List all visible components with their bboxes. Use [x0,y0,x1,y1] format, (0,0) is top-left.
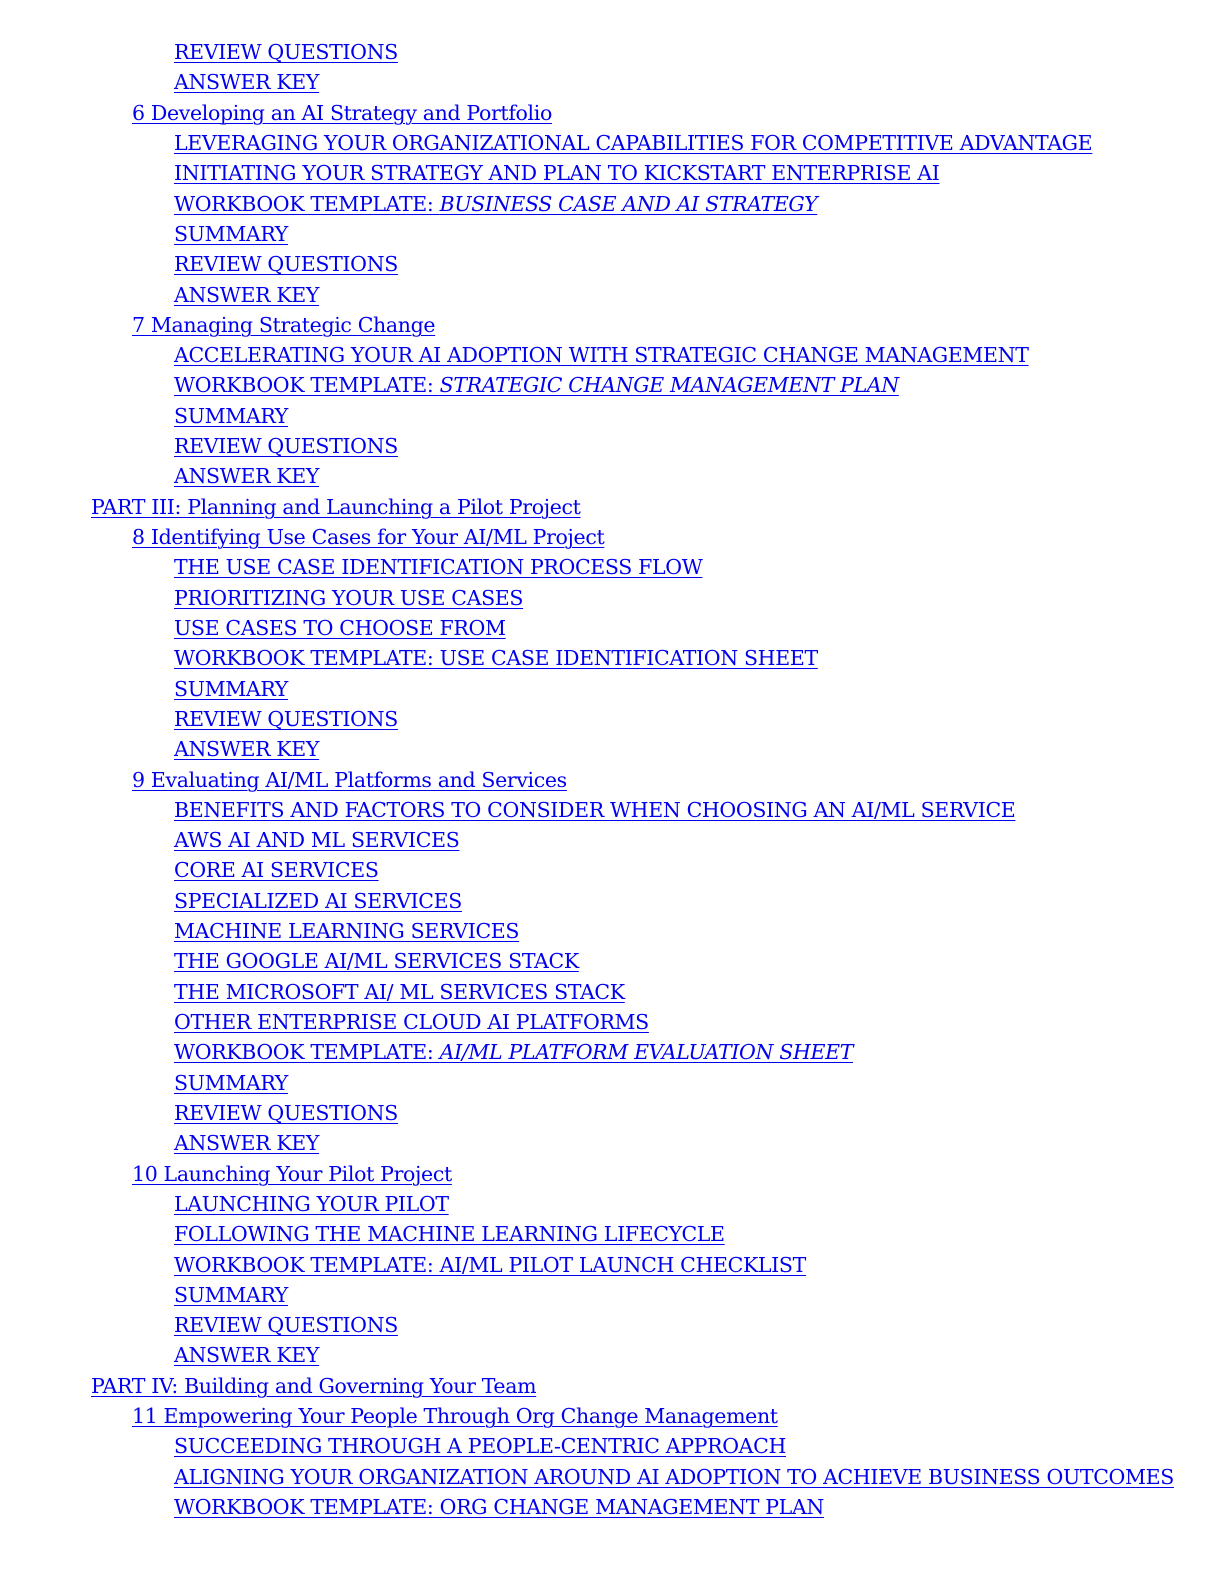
toc-section-use-cases-to-choose-link[interactable] [174,616,506,640]
toc-link-text: AWS AI AND ML SERVICES [174,828,460,853]
toc-section-entry [0,67,1224,97]
toc-section-other-platforms-link[interactable] [174,1010,649,1034]
toc-link-text: SUMMARY [174,676,288,701]
toc-section-workbook-platform-eval-link[interactable] [174,1040,853,1064]
toc-section-review-questions-link[interactable] [174,252,398,276]
toc-section-entry [0,1068,1224,1098]
toc-section-entry [0,340,1224,370]
toc-link-text: LEVERAGING YOUR ORGANIZATIONAL CAPABILITIES FOR COMPETITIVE ADVANTAGE [174,130,1093,155]
toc-link-italic-text: AI/ML PLATFORM EVALUATION SHEET [439,1040,854,1065]
toc-section-specialized-ai-services-link[interactable] [174,889,462,913]
toc-section-entry [0,1219,1224,1249]
toc-link-text: 7 Managing Strategic Change [132,312,436,337]
toc-link-text: OTHER ENTERPRISE CLOUD AI PLATFORMS [174,1010,649,1034]
toc-section-review-questions-link[interactable] [174,40,398,64]
toc-section-entry [0,1250,1224,1280]
toc-link-text: PART III: Planning and Launching a Pilot Project [91,494,581,519]
toc-section-aligning-organization-link[interactable] [174,1465,1174,1489]
toc-section-entry [0,1431,1224,1461]
toc-section-entry [0,219,1224,249]
toc-link-text: THE GOOGLE AI/ML SERVICES STACK [174,949,579,974]
toc-section-entry [0,855,1224,885]
toc-link-text: ACCELERATING YOUR AI ADOPTION WITH STRATEGIC CHANGE MANAGEMENT [174,343,1029,368]
toc-section-summary-link[interactable] [174,1283,288,1307]
toc-link-text: REVIEW QUESTIONS [174,706,398,731]
toc-section-entry [0,734,1224,764]
toc-link-italic-text: STRATEGIC CHANGE MANAGEMENT PLAN [439,373,899,398]
toc-section-answer-key-link[interactable] [174,70,319,94]
toc-section-accelerating-adoption-link[interactable] [174,343,1029,367]
toc-section-workbook-pilot-checklist-link[interactable] [174,1253,806,1277]
toc-link-text: THE MICROSOFT AI/ ML SERVICES STACK [174,979,625,1004]
toc-chapter-entry [0,1401,1224,1431]
toc-section-entry [0,552,1224,582]
toc-section-entry [0,674,1224,704]
toc-section-entry [0,1128,1224,1158]
toc-link-text: 9 Evaluating AI/ML Platforms and Services [132,767,567,792]
toc-section-use-case-process-flow-link[interactable] [174,555,702,579]
toc-link-text: ANSWER KEY [174,70,320,95]
toc-link-text: CORE AI SERVICES [174,858,379,883]
toc-section-review-questions-link[interactable] [174,1313,398,1337]
toc-section-review-questions-link[interactable] [174,434,398,458]
toc-section-prioritizing-use-cases-link[interactable] [174,586,523,610]
toc-section-summary-link[interactable] [174,404,288,428]
toc-link-text: WORKBOOK TEMPLATE: [174,373,440,398]
toc-section-entry [0,1462,1224,1492]
toc-section-entry [0,1492,1224,1522]
toc-section-entry [0,128,1224,158]
toc-section-entry [0,1189,1224,1219]
toc-section-workbook-business-case-link[interactable] [174,192,817,216]
toc-chapter-7-link[interactable] [132,313,435,337]
toc-chapter-9-link[interactable] [132,768,567,792]
toc-section-workbook-use-case-sheet-link[interactable] [174,646,818,670]
toc-link-italic-text: BUSINESS CASE AND AI STRATEGY [439,191,818,216]
toc-section-entry [0,249,1224,279]
toc-link-text: MACHINE LEARNING SERVICES [174,919,520,944]
toc-link-text: 11 Empowering Your People Through Org Change Management [132,1404,778,1429]
toc-link-text: FOLLOWING THE MACHINE LEARNING LIFECYCLE [174,1222,725,1247]
toc-link-text: SUCCEEDING THROUGH A PEOPLE-CENTRIC APPROACH [174,1434,786,1459]
toc-link-text: INITIATING YOUR STRATEGY AND PLAN TO KICKSTART ENTERPRISE AI [174,161,940,186]
toc-section-google-stack-link[interactable] [174,949,579,973]
toc-link-text: SUMMARY [174,403,288,428]
toc-section-entry [0,795,1224,825]
toc-chapter-6-link[interactable] [132,101,552,125]
toc-link-text: PART IV: Building and Governing Your Team [91,1373,537,1398]
toc-section-answer-key-link[interactable] [174,1343,319,1367]
toc-section-leveraging-capabilities-link[interactable] [174,131,1092,155]
toc-section-microsoft-stack-link[interactable] [174,980,625,1004]
toc-section-entry [0,280,1224,310]
toc-section-answer-key-link[interactable] [174,737,319,761]
toc-link-text: ALIGNING YOUR ORGANIZATION AROUND AI ADOPTION TO ACHIEVE BUSINESS OUTCOMES [174,1464,1174,1489]
toc-chapter-11-link[interactable] [132,1404,778,1428]
toc-section-entry [0,916,1224,946]
toc-section-ml-lifecycle-link[interactable] [174,1222,725,1246]
toc-link-text: 8 Identifying Use Cases for Your AI/ML Project [132,525,605,549]
toc-link-text: WORKBOOK TEMPLATE: AI/ML PILOT LAUNCH CHECKLIST [174,1252,806,1277]
toc-link-text: WORKBOOK TEMPLATE: ORG CHANGE MANAGEMENT PLAN [174,1495,824,1519]
toc-chapter-entry [0,98,1224,128]
toc-section-entry [0,37,1224,67]
toc-link-text: ANSWER KEY [174,1343,320,1368]
toc-section-entry [0,1340,1224,1370]
toc-link-text: 6 Developing an AI Strategy and Portfolio [132,100,552,125]
toc-section-review-questions-link[interactable] [174,707,398,731]
toc-section-people-centric-link[interactable] [174,1434,786,1458]
toc-link-text: REVIEW QUESTIONS [174,1313,398,1338]
toc-link-text: ANSWER KEY [174,737,320,762]
table-of-contents [0,37,1224,1522]
toc-section-entry [0,431,1224,461]
toc-chapter-entry [0,522,1224,552]
toc-section-workbook-org-change-link[interactable] [174,1495,824,1519]
toc-section-entry [0,158,1224,188]
toc-section-initiating-strategy-link[interactable] [174,161,939,185]
toc-section-entry [0,1280,1224,1310]
toc-link-text: PRIORITIZING YOUR USE CASES [174,585,524,610]
toc-link-text: WORKBOOK TEMPLATE: [174,191,440,216]
toc-section-answer-key-link[interactable] [174,464,319,488]
toc-section-entry [0,189,1224,219]
toc-section-entry [0,461,1224,491]
toc-section-summary-link[interactable] [174,677,288,701]
toc-part-entry [0,1371,1224,1401]
toc-chapter-entry [0,1159,1224,1189]
toc-section-aws-services-link[interactable] [174,828,459,852]
toc-section-review-questions-link[interactable] [174,1101,398,1125]
toc-section-summary-link[interactable] [174,1071,288,1095]
toc-link-text: SUMMARY [174,221,288,246]
toc-link-text: REVIEW QUESTIONS [174,1100,398,1125]
toc-link-text: BENEFITS AND FACTORS TO CONSIDER WHEN CHOOSING AN AI/ML SERVICE [174,797,1016,822]
toc-section-entry [0,825,1224,855]
toc-link-text: SUMMARY [174,1070,288,1095]
toc-link-text: REVIEW QUESTIONS [174,434,398,459]
toc-chapter-8-link[interactable] [132,525,604,549]
toc-section-answer-key-link[interactable] [174,1131,319,1155]
toc-section-ml-services-link[interactable] [174,919,519,943]
toc-section-entry [0,643,1224,673]
toc-section-entry [0,946,1224,976]
toc-section-entry [0,613,1224,643]
toc-section-core-ai-services-link[interactable] [174,858,379,882]
toc-section-entry [0,583,1224,613]
toc-link-text: REVIEW QUESTIONS [174,252,398,277]
toc-link-text: SPECIALIZED AI SERVICES [174,888,462,913]
toc-section-entry [0,704,1224,734]
toc-link-text: ANSWER KEY [174,282,320,307]
toc-section-launching-pilot-link[interactable] [174,1192,449,1216]
toc-section-benefits-factors-link[interactable] [174,798,1015,822]
toc-part-entry [0,492,1224,522]
toc-link-text: THE USE CASE IDENTIFICATION PROCESS FLOW [174,555,703,580]
toc-link-text: ANSWER KEY [174,1131,320,1156]
toc-part-4-link[interactable] [91,1374,536,1398]
toc-chapter-entry [0,765,1224,795]
toc-section-entry [0,1007,1224,1037]
toc-section-summary-link[interactable] [174,222,288,246]
toc-link-text: WORKBOOK TEMPLATE: USE CASE IDENTIFICATION SHEET [174,646,818,671]
toc-link-text: REVIEW QUESTIONS [174,40,398,64]
toc-section-answer-key-link[interactable] [174,283,319,307]
toc-link-text: LAUNCHING YOUR PILOT [174,1191,449,1216]
toc-link-text: WORKBOOK TEMPLATE: [174,1040,440,1065]
toc-link-text: ANSWER KEY [174,464,320,489]
toc-section-entry [0,977,1224,1007]
toc-section-entry [0,1098,1224,1128]
toc-section-entry [0,401,1224,431]
toc-section-entry [0,886,1224,916]
toc-section-entry [0,1037,1224,1067]
toc-link-text: USE CASES TO CHOOSE FROM [174,615,506,640]
toc-section-workbook-change-plan-link[interactable] [174,373,899,397]
toc-part-3-link[interactable] [91,495,581,519]
toc-link-text: 10 Launching Your Pilot Project [132,1161,452,1186]
toc-link-text: SUMMARY [174,1282,288,1307]
toc-section-entry [0,1310,1224,1340]
toc-chapter-entry [0,310,1224,340]
toc-chapter-10-link[interactable] [132,1162,452,1186]
toc-section-entry [0,370,1224,400]
